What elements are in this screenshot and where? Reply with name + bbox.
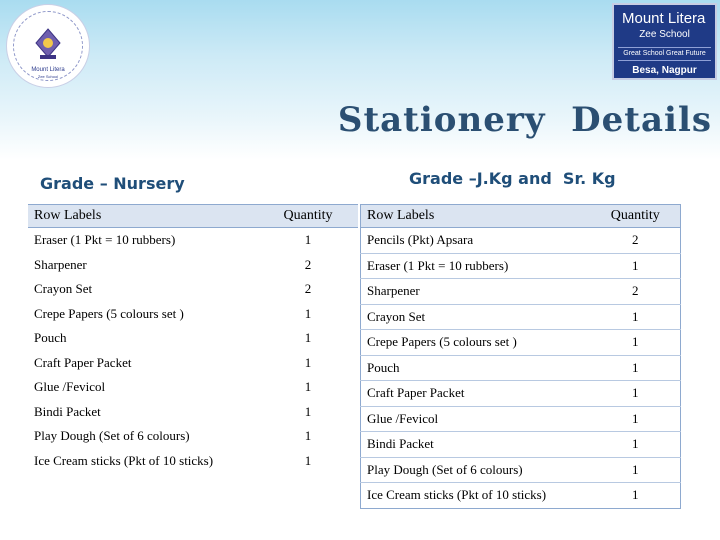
item-quantity: 1 [304,428,312,444]
table-row [28,424,358,449]
item-quantity: 1 [591,304,681,330]
item-name: Eraser (1 Pkt = 10 rubbers) [361,253,591,279]
logo-subtitle: Zee School [639,29,690,40]
item-name: Pouch [34,330,67,346]
school-brand-logo [612,3,717,80]
item-name: Glue /Fevicol [34,379,106,395]
table-row [28,228,358,253]
table-row [361,304,681,330]
table-row [361,330,681,356]
table-row [361,381,681,407]
seal-subtitle: Zee School [37,74,59,79]
item-quantity: 1 [591,457,681,483]
item-quantity: 1 [304,330,312,346]
table-row [361,228,681,254]
item-quantity: 2 [591,279,681,305]
grade-kg-heading: Grade –J.Kg and Sr. Kg [409,169,616,188]
item-name: Sharpener [34,256,87,272]
logo-name: Mount Litera [622,10,706,27]
item-name: Ice Cream sticks (Pkt of 10 sticks) [34,452,214,468]
item-quantity: 1 [591,381,681,407]
item-quantity: 1 [304,403,312,419]
item-name: Bindi Packet [34,403,101,419]
table-row [361,355,681,381]
item-quantity: 1 [591,483,681,509]
table-row [28,449,358,474]
item-quantity: 1 [304,232,312,248]
item-quantity: 1 [591,432,681,458]
item-quantity: 1 [591,355,681,381]
item-name: Crepe Papers (5 colours set ) [361,330,591,356]
seal-name: Mount Litera [31,67,65,73]
item-name: Bindi Packet [361,432,591,458]
item-name: Sharpener [361,279,591,305]
item-name: Pencils (Pkt) Apsara [361,228,591,254]
item-name: Glue /Fevicol [361,406,591,432]
table-row [28,277,358,302]
item-name: Eraser (1 Pkt = 10 rubbers) [34,232,176,248]
item-quantity: 2 [304,256,312,272]
table-row [361,279,681,305]
table-header-row [361,205,681,228]
item-quantity: 1 [304,379,312,395]
item-quantity: 1 [591,253,681,279]
item-name: Crayon Set [361,304,591,330]
grade-nursery-heading: Grade – Nursery [40,174,185,193]
item-name: Play Dough (Set of 6 colours) [34,428,190,444]
table-row [361,432,681,458]
table-row [28,326,358,351]
column-header-row-labels: Row Labels [28,205,258,228]
column-header-quantity: Quantity [258,205,358,228]
column-header-quantity: Quantity [591,205,681,228]
table-row [28,302,358,327]
table-row [28,400,358,425]
logo-location: Besa, Nagpur [632,65,697,76]
table-row [361,457,681,483]
table-row [361,406,681,432]
item-name: Craft Paper Packet [361,381,591,407]
logo-tagline: Great School Great Future [618,47,711,61]
nursery-stationery-table [28,204,358,473]
item-quantity: 2 [304,281,312,297]
table-row [28,351,358,376]
item-quantity: 1 [304,452,312,468]
item-quantity: 1 [304,305,312,321]
table-header-row [28,205,358,228]
column-header-row-labels: Row Labels [361,205,591,228]
item-quantity: 1 [591,406,681,432]
item-quantity: 2 [591,228,681,254]
table-row [361,483,681,509]
kg-stationery-table [360,204,681,509]
item-quantity: 1 [304,354,312,370]
item-name: Play Dough (Set of 6 colours) [361,457,591,483]
table-row [361,253,681,279]
item-name: Ice Cream sticks (Pkt of 10 sticks) [361,483,591,509]
table-row [28,253,358,278]
item-name: Pouch [361,355,591,381]
item-name: Crepe Papers (5 colours set ) [34,305,184,321]
page-title: Stationery Details [337,100,712,140]
item-quantity: 1 [591,330,681,356]
item-name: Craft Paper Packet [34,354,132,370]
school-seal-logo [6,4,90,88]
table-row [28,375,358,400]
item-name: Crayon Set [34,281,93,297]
